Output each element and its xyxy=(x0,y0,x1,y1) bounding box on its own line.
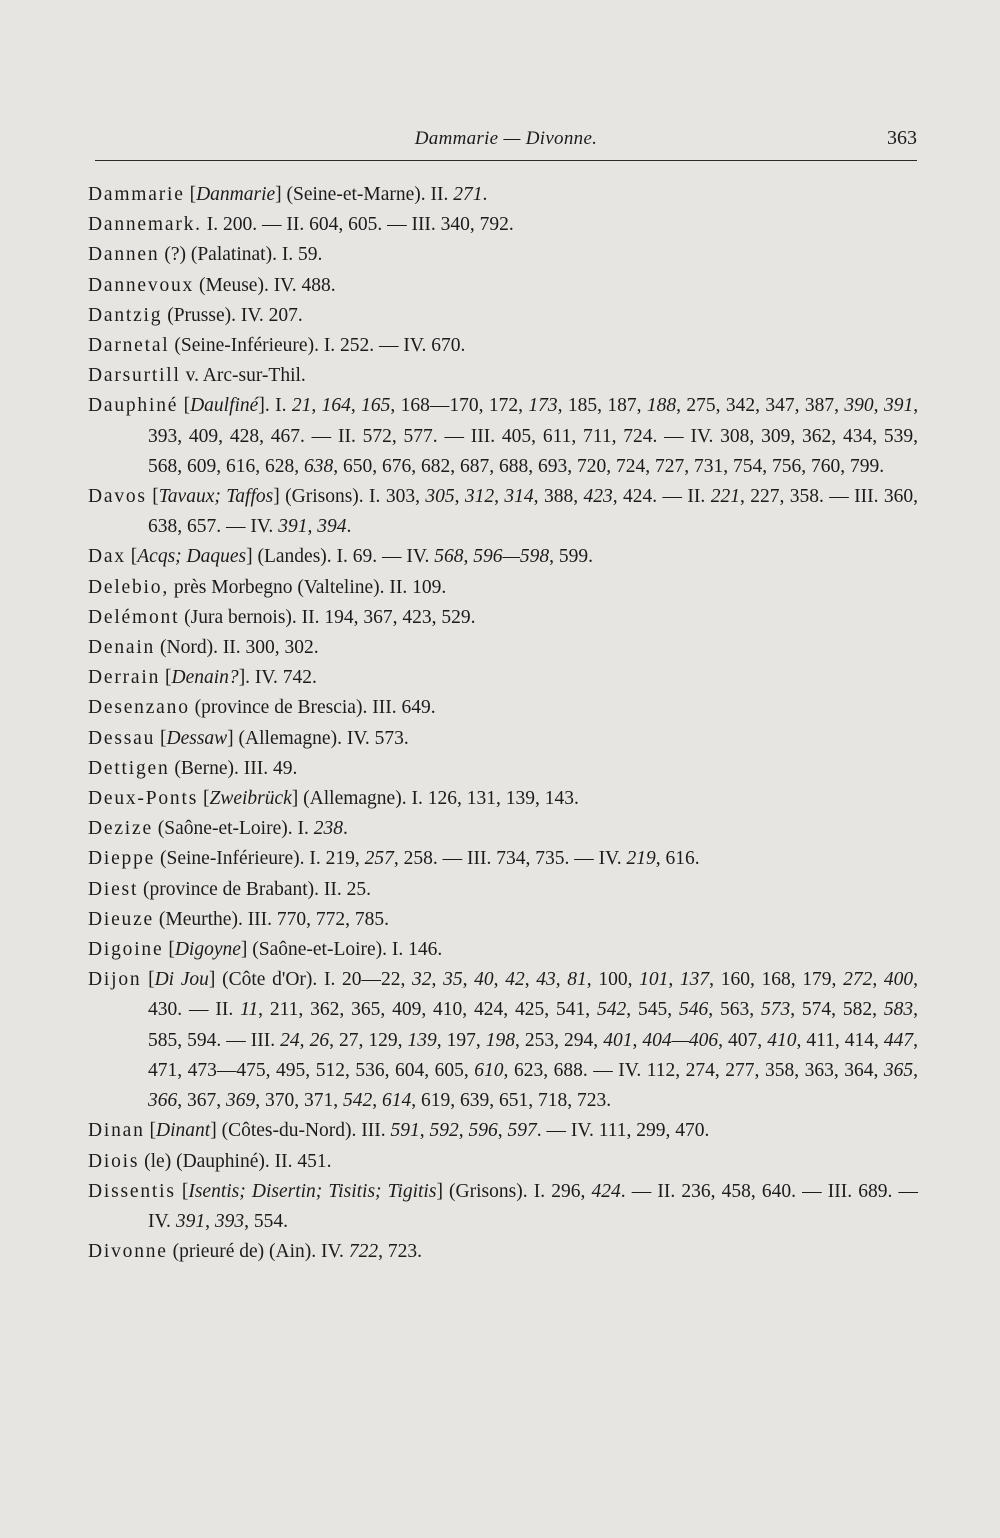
entry-headword: Dieuze xyxy=(88,908,155,930)
entry-references: (?) (Palatinat). I. 59. xyxy=(159,244,323,266)
entry-headword: Dammarie xyxy=(88,184,185,205)
entry-references: (province de Brescia). III. 649. xyxy=(189,697,436,719)
entry-references: [Daulfiné]. I. 21, 164, 165, 168—170, 172, 173, 185, 187, 188, 275, 342, 347, 387, 390, 391, 393, 409, 428, 467. — II. 572, 577. — III. 405, 611, 711, 724. — IV. 308, 309, 362, 434, 539, 568, 609, 616, 628, 638, 650, 676, 682, 687, 688, 693, 720, 724, 727, 731, 754, 756, 760, 799. xyxy=(148,395,919,477)
entry-headword: Dantzig xyxy=(88,304,163,326)
entry-headword: Dettigen xyxy=(88,757,170,779)
entry-headword: Dessau xyxy=(88,727,156,749)
entry-references: (Saône-et-Loire). I. 238. xyxy=(152,818,348,840)
entry-headword: Diois xyxy=(88,1150,140,1172)
index-entry xyxy=(88,814,918,844)
index-entry xyxy=(88,361,918,391)
index-entry xyxy=(88,784,918,814)
index-entry xyxy=(88,391,918,482)
entry-headword: Diest xyxy=(88,878,139,900)
entry-headword: Delémont xyxy=(88,606,180,628)
index-entry xyxy=(88,754,918,784)
entry-references: I. 200. — II. 604, 605. — III. 340, 792. xyxy=(201,214,514,236)
entry-headword: Dezize xyxy=(88,818,153,840)
index-entry xyxy=(88,1116,918,1146)
running-title: Dammarie — Divonne. xyxy=(414,128,598,149)
entry-references: [Dessaw] (Allemagne). IV. 573. xyxy=(155,727,409,749)
entry-references: (Meurthe). III. 770, 772, 785. xyxy=(154,908,390,930)
index-entry xyxy=(88,180,918,210)
index-entry xyxy=(88,935,918,965)
entry-references: [Acqs; Daques] (Landes). I. 69. — IV. 568, 596—598, 599. xyxy=(125,546,593,568)
index-entry xyxy=(88,663,918,693)
entry-references: [Di Jou] (Côte d'Or). I. 20—22, 32, 35, 40, 42, 43, 81, 100, 101, 137, 160, 168, 179, 272, 400, 430. — II. 11, 211, 362, 365, 409, 410, 424, 425, 541, 542, 545, 546, 563, 573, 574, 582, 583, 585, 594. — III. 24, 26, 27, 129, 139, 197, 198, 253, 294, 401, 404—406, 407, 410, 411, 414, 447, 471, 473—475, 495, 512, 536, 604, 605, 610, 623, 688. — IV. 112, 274, 277, 358, 363, 364, 365, 366, 367, 369, 370, 371, 542, 614, 619, 639, 651, 718, 723. xyxy=(141,969,919,1112)
index-entry xyxy=(88,875,918,905)
entry-references: (le) (Dauphiné). II. 451. xyxy=(139,1150,332,1172)
page-header xyxy=(95,124,917,161)
index-entry xyxy=(88,542,918,572)
entry-headword: Darsurtill xyxy=(88,365,181,387)
entry-headword: Digoine xyxy=(88,939,164,961)
entry-references: [Danmarie] (Seine-et-Marne). II. 271. xyxy=(184,184,488,205)
index-entry xyxy=(88,844,918,874)
entry-references: [Digoyne] (Saône-et-Loire). I. 146. xyxy=(163,939,443,961)
entry-references: (Nord). II. 300, 302. xyxy=(155,637,319,659)
entry-headword: Desenzano xyxy=(88,697,190,719)
index-entry xyxy=(88,1237,918,1267)
entry-headword: Deux-Ponts xyxy=(88,788,199,810)
entry-references: (Meuse). IV. 488. xyxy=(194,274,336,296)
entry-references: [Tavaux; Taffos] (Grisons). I. 303, 305, 312, 314, 388, 423, 424. — II. 221, 227, 358. — III. 360, 638, 657. — IV. 391, 394. xyxy=(146,486,919,538)
index-entry xyxy=(88,1177,918,1237)
entry-headword: Dannemark. xyxy=(88,214,202,236)
entry-references: (Prusse). IV. 207. xyxy=(162,304,303,326)
page-number: 363 xyxy=(887,127,917,149)
index-entry xyxy=(88,693,918,723)
entry-headword: Denain xyxy=(88,637,156,659)
entry-headword: Dieppe xyxy=(88,848,156,870)
entry-headword: Dinan xyxy=(88,1120,145,1142)
index-entry xyxy=(88,210,918,240)
index-entry xyxy=(88,724,918,754)
index-entry xyxy=(88,603,918,633)
index-entry xyxy=(88,905,918,935)
entry-headword: Divonne xyxy=(88,1241,168,1263)
entry-references: (Berne). III. 49. xyxy=(169,757,298,779)
index-entry xyxy=(88,301,918,331)
index-entry xyxy=(88,331,918,361)
entry-references: v. Arc-sur-Thil. xyxy=(180,365,306,387)
index-entry xyxy=(88,573,918,603)
entry-headword: Davos xyxy=(88,486,147,508)
index-entry xyxy=(88,965,918,1116)
index-entry xyxy=(88,482,918,542)
entry-headword: Delebio, xyxy=(88,576,170,598)
index-entry xyxy=(88,633,918,663)
entry-references: près Morbegno (Valteline). II. 109. xyxy=(169,576,447,598)
entry-headword: Dauphiné xyxy=(88,395,179,417)
entry-headword: Dannevoux xyxy=(88,274,195,296)
entry-references: (prieuré de) (Ain). IV. 722, 723. xyxy=(167,1241,422,1263)
entry-references: [Denain?]. IV. 742. xyxy=(160,667,317,689)
entry-references: (Seine-Inférieure). I. 219, 257, 258. — III. 734, 735. — IV. 219, 616. xyxy=(155,848,700,870)
entry-headword: Dissentis xyxy=(88,1180,176,1202)
index-entry xyxy=(88,271,918,301)
entry-headword: Dijon xyxy=(88,969,142,991)
entry-references: [Dinant] (Côtes-du-Nord). III. 591, 592, 596, 597. — IV. 111, 299, 470. xyxy=(144,1120,710,1142)
entry-references: (Seine-Inférieure). I. 252. — IV. 670. xyxy=(169,335,466,357)
entry-headword: Dannen xyxy=(88,244,160,266)
entry-references: [Isentis; Disertin; Tisitis; Tigitis] (Grisons). I. 296, 424. — II. 236, 458, 640. — III. 689. — IV. 391, 393, 554. xyxy=(148,1180,918,1232)
index-entry xyxy=(88,240,918,270)
entry-headword: Darnetal xyxy=(88,335,170,357)
index-entries xyxy=(88,180,918,1267)
entry-references: (Jura bernois). II. 194, 367, 423, 529. xyxy=(179,606,476,628)
index-entry xyxy=(88,1147,918,1177)
entry-references: (province de Brabant). II. 25. xyxy=(138,878,372,900)
entry-headword: Derrain xyxy=(88,667,161,689)
entry-references: [Zweibrück] (Allemagne). I. 126, 131, 139, 143. xyxy=(198,788,579,810)
entry-headword: Dax xyxy=(88,546,126,568)
